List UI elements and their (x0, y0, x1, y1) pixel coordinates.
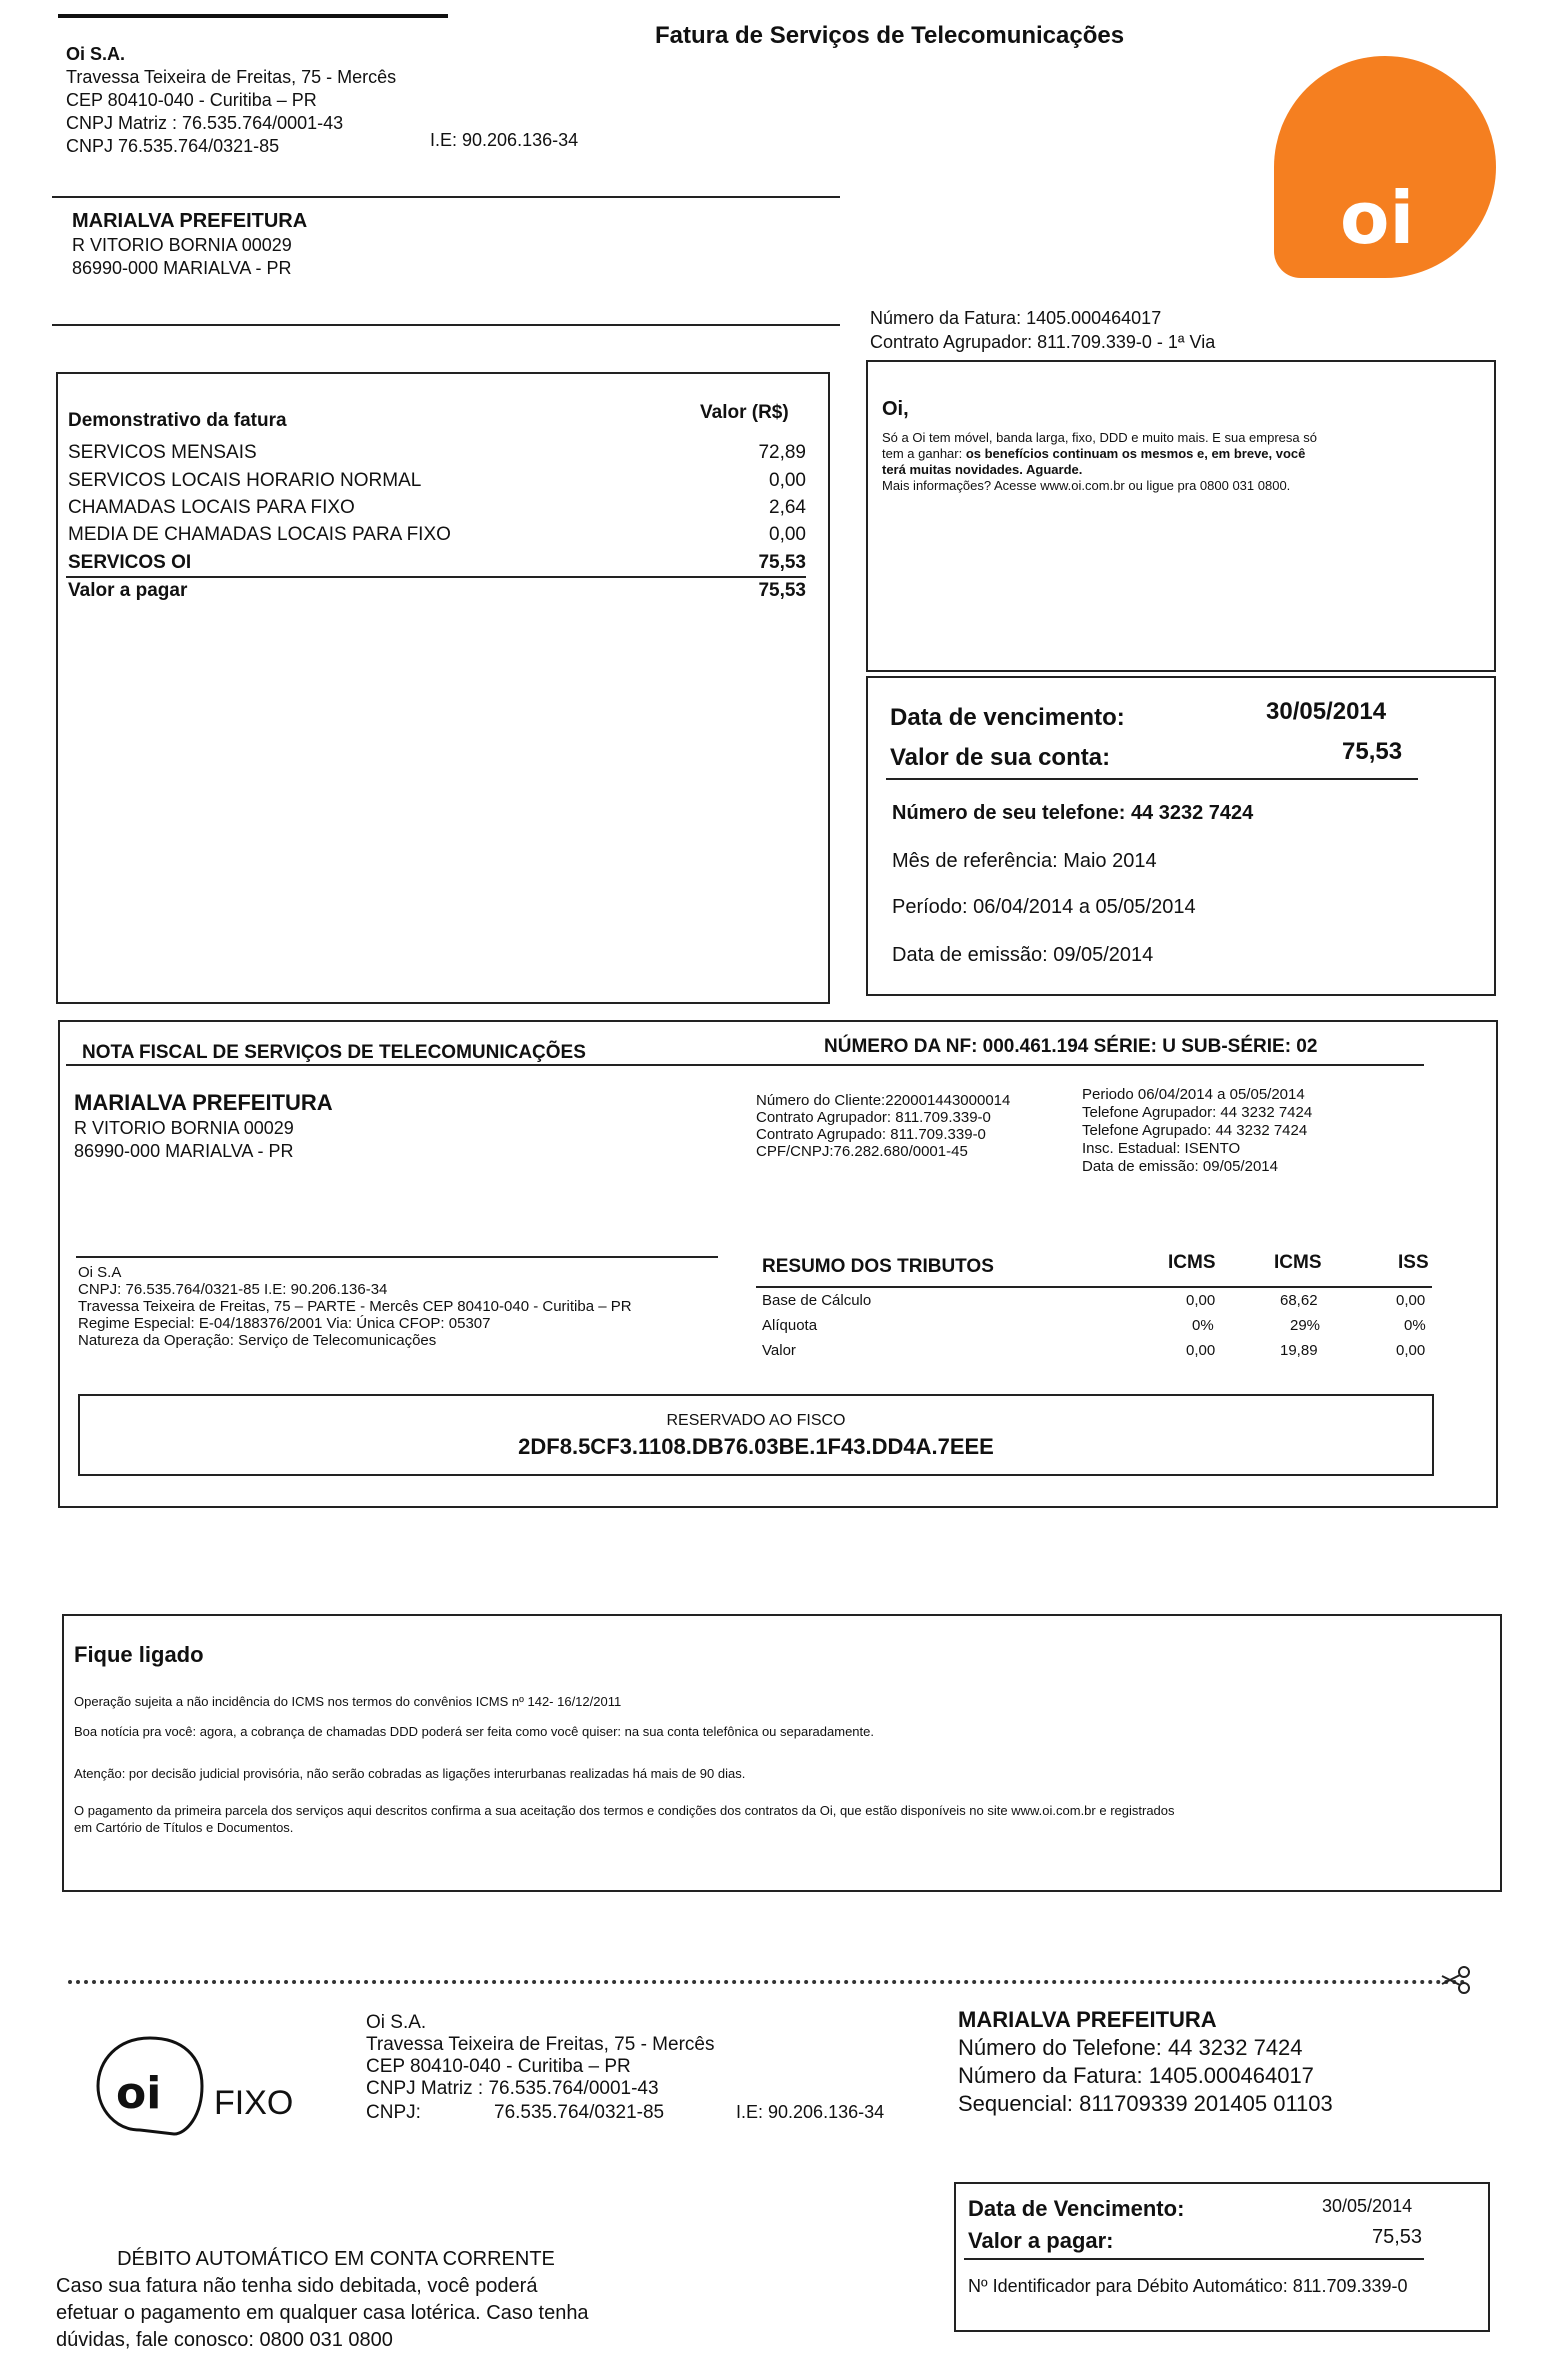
fique-ligado-box (62, 1614, 1502, 1892)
demo-row (68, 524, 806, 551)
demonstrativo-heading: Demonstrativo da fatura (68, 410, 287, 431)
message-text (882, 430, 1482, 494)
demo-row-value: 0,00 (769, 524, 806, 545)
tributos-rule (756, 1286, 1432, 1288)
customer-top-rule (52, 196, 840, 198)
demo-subtotal-value: 75,53 (758, 552, 806, 573)
stub-issuer-line: CNPJ Matriz : 76.535.764/0001-43 (366, 2078, 659, 2099)
fisco-label: RESERVADO AO FISCO (666, 1412, 846, 1429)
fique-ligado-p4-line: em Cartório de Títulos e Documentos. (74, 1820, 294, 1835)
demo-row (68, 497, 806, 524)
period: Período: 06/04/2014 a 05/05/2014 (892, 896, 1196, 918)
nf-customer-street: R VITORIO BORNIA 00029 (74, 1118, 294, 1138)
tributos-col-iss: ISS (1398, 1252, 1429, 1273)
stub-issuer-line: CEP 80410-040 - Curitiba – PR (366, 2056, 631, 2077)
stub-sequencial: Sequencial: 811709339 201405 01103 (958, 2091, 1333, 2116)
fique-ligado-p1: Operação sujeita a não incidência do ICMS nos termos do convênios ICMS nº 142- 16/12/2011 (74, 1694, 622, 1709)
summary-rule (886, 778, 1418, 780)
nf-period-info (1082, 1086, 1312, 1176)
demo-row-label: CHAMADAS LOCAIS PARA FIXO (68, 497, 355, 518)
issuer-company: Oi S.A. (66, 44, 126, 64)
tributos-row-label: Alíquota (762, 1317, 818, 1334)
message-line-part: tem a ganhar: (882, 446, 966, 461)
tributos-title: RESUMO DOS TRIBUTOS (762, 1256, 994, 1277)
nf-client-info (756, 1092, 1010, 1160)
nf-issuer-line: Travessa Teixeira de Freitas, 75 – PARTE - Mercês CEP 80410-040 - Curitiba – PR (78, 1298, 632, 1315)
nota-fiscal-rule (66, 1064, 1424, 1066)
issuer-ie: I.E: 90.206.136-34 (430, 130, 579, 150)
reference-month: Mês de referência: Maio 2014 (892, 850, 1157, 872)
nf-info-line: CPF/CNPJ:76.282.680/0001-45 (756, 1143, 968, 1160)
amount-label: Valor de sua conta: (890, 744, 1111, 771)
stub-id-debito: Nº Identificador para Débito Automático: 811.709.339-0 (968, 2276, 1408, 2296)
stub-customer-name: MARIALVA PREFEITURA (958, 2007, 1217, 2032)
stub-payment-rule (964, 2258, 1424, 2260)
scissors-icon (1438, 1960, 1478, 2000)
due-date-label: Data de vencimento: (890, 704, 1125, 731)
stub-phone: Número do Telefone: 44 3232 7424 (958, 2035, 1303, 2060)
demo-row-label: SERVICOS MENSAIS (68, 442, 257, 463)
demo-row-value: 0,00 (769, 470, 806, 491)
issuer-cnpj: CNPJ 76.535.764/0321-85 (66, 136, 280, 156)
customer-address (72, 210, 307, 279)
nf-issuer-line: Regime Especial: E-04/188376/2001 Via: Única CFOP: 05307 (78, 1315, 491, 1332)
nf-info-line: Contrato Agrupador: 811.709.339-0 (756, 1109, 991, 1126)
nota-fiscal-title: NOTA FISCAL DE SERVIÇOS DE TELECOMUNICAÇÕES (82, 1042, 586, 1063)
nf-customer-city: 86990-000 MARIALVA - PR (74, 1141, 294, 1161)
message-line: Mais informações? Acesse www.oi.com.br ou ligue pra 0800 031 0800. (882, 478, 1291, 493)
issuer-address-1: Travessa Teixeira de Freitas, 75 - Mercês (66, 67, 397, 87)
demo-row-label: MEDIA DE CHAMADAS LOCAIS PARA FIXO (68, 524, 451, 545)
document-title: Fatura de Serviços de Telecomunicações (655, 22, 1125, 49)
stub-pay-value: 75,53 (1372, 2226, 1423, 2248)
debito-line: Caso sua fatura não tenha sido debitada, você poderá (56, 2275, 538, 2297)
stub-cnpj-value: 76.535.764/0321-85 (494, 2102, 665, 2123)
customer-name: MARIALVA PREFEITURA (72, 210, 308, 232)
message-line: terá muitas novidades. Aguarde. (882, 462, 1083, 477)
demo-total-row (68, 580, 806, 607)
stub-ie: I.E: 90.206.136-34 (736, 2102, 885, 2122)
stub-cnpj-label: CNPJ: (366, 2102, 421, 2123)
demonstrativo-value-heading: Valor (R$) (700, 402, 789, 423)
tributos-cell: 19,89 (1280, 1342, 1318, 1359)
nf-issuer-rule (76, 1256, 718, 1258)
nf-info-line: Telefone Agrupado: 44 3232 7424 (1082, 1122, 1308, 1139)
demo-total-label: Valor a pagar (68, 580, 188, 601)
stub-customer (958, 2006, 1333, 2118)
nf-number: NÚMERO DA NF: 000.461.194 SÉRIE: U SUB-SÉRIE: 02 (824, 1036, 1318, 1057)
nf-info-line: Contrato Agrupado: 811.709.339-0 (756, 1126, 986, 1143)
oi-fixo-logo-suffix: FIXO (214, 2084, 294, 2122)
message-line (882, 446, 1482, 462)
tributos-row-label: Base de Cálculo (762, 1292, 872, 1309)
nf-info-line: Data de emissão: 09/05/2014 (1082, 1158, 1278, 1175)
message-greeting: Oi, (882, 398, 909, 420)
invoice-number: Número da Fatura: 1405.000464017 (870, 308, 1162, 328)
stub-invoice: Número da Fatura: 1405.000464017 (958, 2063, 1314, 2088)
nf-issuer-line: Oi S.A (78, 1264, 122, 1281)
issuer-block (66, 44, 396, 157)
fique-ligado-title: Fique ligado (74, 1642, 204, 1667)
issuer-address-2: CEP 80410-040 - Curitiba – PR (66, 90, 317, 110)
tributos-cell: 0% (1404, 1317, 1426, 1334)
nf-info-line: Número do Cliente:220001443000014 (756, 1092, 1011, 1109)
tributos-col-icms-1: ICMS (1168, 1252, 1216, 1273)
oi-fixo-logo-text: oi (116, 2068, 162, 2119)
tributos-cell: 0,00 (1186, 1292, 1216, 1309)
message-line: Só a Oi tem móvel, banda larga, fixo, DDD e muito mais. E sua empresa só (882, 430, 1317, 445)
demo-row-value: 72,89 (758, 442, 806, 463)
stub-due-value: 30/05/2014 (1322, 2196, 1413, 2216)
demo-total-rule (66, 576, 806, 578)
tributos-cell: 0% (1192, 1317, 1214, 1334)
stub-issuer (366, 2012, 714, 2100)
top-rule (58, 14, 448, 18)
stub-issuer-line: Oi S.A. (366, 2012, 427, 2033)
stub-issuer-line: Travessa Teixeira de Freitas, 75 - Mercês (366, 2034, 715, 2055)
message-line-bold: os benefícios continuam os mesmos e, em breve, você (965, 446, 1306, 461)
fique-ligado-p3: Atenção: por decisão judicial provisória, não serão cobradas as ligações interurbanas realizadas há mais de 90 dias. (74, 1766, 746, 1781)
nf-issuer-line: CNPJ: 76.535.764/0321-85 I.E: 90.206.136-34 (78, 1281, 388, 1298)
contract-number: Contrato Agrupador: 811.709.339-0 - 1ª Via (870, 332, 1216, 352)
demo-row (68, 470, 806, 497)
tributos-row-label: Valor (762, 1342, 796, 1359)
demo-row (68, 442, 806, 469)
oi-logo-text: oi (1340, 176, 1415, 260)
phone-label: Número de seu telefone: (892, 802, 1131, 824)
nf-issuer-line: Natureza da Operação: Serviço de Telecomunicações (78, 1332, 437, 1349)
due-date-value: 30/05/2014 (1266, 698, 1387, 725)
debito-line: dúvidas, fale conosco: 0800 031 0800 (56, 2329, 393, 2351)
debito-block (56, 2248, 696, 2352)
fique-ligado-p4 (74, 1802, 1175, 1836)
nf-customer-name: MARIALVA PREFEITURA (74, 1090, 333, 1115)
debito-line: efetuar o pagamento em qualquer casa lotérica. Caso tenha (56, 2302, 589, 2324)
fique-ligado-p2: Boa notícia pra você: agora, a cobrança de chamadas DDD poderá ser feita como você quiser: na sua conta telefônica ou separadamente. (74, 1724, 874, 1739)
debito-title: DÉBITO AUTOMÁTICO EM CONTA CORRENTE (117, 2248, 555, 2270)
nf-issuer (78, 1264, 632, 1349)
phone-line (892, 802, 1253, 825)
emission-date: Data de emissão: 09/05/2014 (892, 944, 1154, 966)
issuer-cnpj-matriz: CNPJ Matriz : 76.535.764/0001-43 (66, 113, 344, 133)
demo-subtotal-label: SERVICOS OI (68, 552, 192, 573)
customer-street: R VITORIO BORNIA 00029 (72, 235, 292, 255)
cut-line (68, 1980, 1466, 1984)
tributos-col-icms-2: ICMS (1274, 1252, 1322, 1273)
nf-info-line: Periodo 06/04/2014 a 05/05/2014 (1082, 1086, 1305, 1103)
customer-city: 86990-000 MARIALVA - PR (72, 258, 292, 278)
tributos-cell: 29% (1290, 1317, 1321, 1334)
phone-value: 44 3232 7424 (1130, 802, 1254, 824)
demo-subtotal-row (68, 552, 806, 579)
nf-customer (74, 1090, 333, 1162)
message-box (866, 360, 1496, 672)
fique-ligado-p4-line: O pagamento da primeira parcela dos serviços aqui descritos confirma a sua aceitação dos termos e condições dos contratos da Oi, que estão disponíveis no site www.oi.com.br e registrados (74, 1803, 1175, 1818)
stub-due-label: Data de Vencimento: (968, 2196, 1185, 2221)
tributos-cell: 0,00 (1186, 1342, 1216, 1359)
amount-value: 75,53 (1342, 738, 1403, 765)
stub-pay-label: Valor a pagar: (968, 2228, 1114, 2253)
tributos-cell: 0,00 (1396, 1342, 1426, 1359)
demo-row-value: 2,64 (769, 497, 806, 518)
fisco-code: 2DF8.5CF3.1108.DB76.03BE.1F43.DD4A.7EEE (518, 1434, 994, 1459)
nf-info-line: Insc. Estadual: ISENTO (1082, 1140, 1241, 1157)
demo-total-value: 75,53 (758, 580, 806, 601)
demo-row-label: SERVICOS LOCAIS HORARIO NORMAL (68, 470, 422, 491)
nf-info-line: Telefone Agrupador: 44 3232 7424 (1082, 1104, 1313, 1121)
tributos-cell: 0,00 (1396, 1292, 1426, 1309)
customer-bottom-rule (52, 324, 840, 326)
tributos-cell: 68,62 (1280, 1292, 1318, 1309)
